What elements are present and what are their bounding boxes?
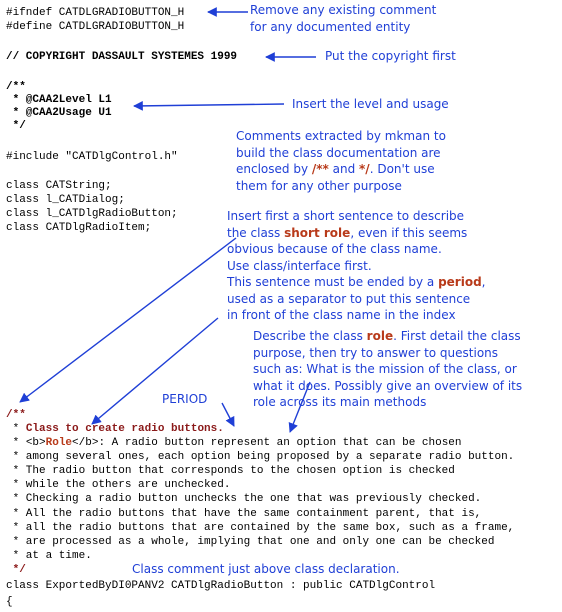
doc-role-word: Role xyxy=(45,437,73,449)
doc-line: * all the radio buttons that are contained by the same box, such as a frame, xyxy=(6,522,515,534)
note-line xyxy=(253,328,522,345)
note-highlight: period xyxy=(438,275,482,289)
note-line: obvious because of the class name. xyxy=(227,242,442,256)
note-line: purpose, then try to answer to questions xyxy=(253,345,499,360)
code-copyright: // COPYRIGHT DASSAULT SYSTEMES 1999 xyxy=(6,51,238,63)
note-text: . Don't use xyxy=(369,162,435,176)
code-forward-decl: class l_CATDialog; xyxy=(6,194,125,206)
code-include: #include "CATDlgControl.h" xyxy=(6,151,178,163)
code-level: * @CAA2Level L1 xyxy=(6,94,112,106)
code-ifndef: #ifndef CATDLGRADIOBUTTON_H xyxy=(6,7,185,19)
doc-line: * are processed as a whole, implying that one and only one can be checked xyxy=(6,536,495,548)
arrow-to-level xyxy=(134,104,284,106)
note-comments-extracted xyxy=(236,128,446,194)
note-text: Describe the class xyxy=(253,329,367,343)
note-line xyxy=(227,274,486,291)
note-short-role xyxy=(227,208,486,324)
note-line xyxy=(236,161,446,178)
note-line: Use class/interface first. xyxy=(227,258,372,273)
note-line: for any documented entity xyxy=(250,19,411,34)
doc-line: * The radio button that corresponds to the chosen option is checked xyxy=(6,465,455,477)
doc-star: * xyxy=(6,423,26,435)
doc-line: * among several ones, each option being proposed by a separate radio button. xyxy=(6,451,515,463)
note-line: in front of the class name in the index xyxy=(227,308,456,322)
doc-role-text: : A radio button represent an option that can be chosen xyxy=(98,437,462,449)
code-header-close: */ xyxy=(6,120,26,132)
arrow-to-doc-open xyxy=(20,238,236,402)
note-text: , even if this seems xyxy=(350,225,468,240)
note-text: enclosed by xyxy=(236,162,312,176)
note-text: , xyxy=(481,275,486,289)
doc-line: * at a time. xyxy=(6,550,92,562)
note-line: Insert first a short sentence to describe xyxy=(227,209,465,223)
code-usage: * @CAA2Usage U1 xyxy=(6,107,112,119)
code-forward-decl: class CATDlgRadioItem; xyxy=(6,222,152,234)
note-line: such as: What is the mission of the class, or xyxy=(253,362,517,376)
note-text: This sentence must be ended by a xyxy=(227,275,439,289)
note-line: what it does. Possibly give an overview of its xyxy=(253,378,523,393)
code-define: #define CATDLGRADIOBUTTON_H xyxy=(6,21,185,33)
doc-line: * Checking a radio button unchecks the one that was previously checked. xyxy=(6,493,482,505)
code-header-open: /** xyxy=(6,81,26,93)
doc-bold-open-tag: <b> xyxy=(25,437,46,449)
note-copyright: Put the copyright first xyxy=(325,49,456,63)
doc-role-line xyxy=(6,437,462,450)
note-class-comment-position: Class comment just above class declaration. xyxy=(132,562,400,576)
note-text: . First detail the class xyxy=(393,329,521,343)
note-line: Remove any existing comment xyxy=(250,3,437,17)
note-remove-comment xyxy=(250,2,436,35)
note-level-usage: Insert the level and usage xyxy=(292,97,449,111)
note-line: them for any other purpose xyxy=(236,178,402,193)
note-highlight: role xyxy=(366,329,394,343)
note-line xyxy=(227,225,486,242)
doc-comment-open: /** xyxy=(6,409,26,421)
doc-comment-close: */ xyxy=(6,564,26,576)
note-period: PERIOD xyxy=(162,392,208,406)
doc-star: * xyxy=(6,437,26,449)
note-text: the class xyxy=(227,225,285,240)
doc-short-role-line xyxy=(6,423,224,436)
note-class-role xyxy=(253,328,522,411)
code-forward-decl: class l_CATDlgRadioButton; xyxy=(6,208,178,220)
code-forward-decl: class CATString; xyxy=(6,180,112,192)
doc-short-role: Class to create radio buttons. xyxy=(25,423,224,435)
note-line: build the class documentation are xyxy=(236,145,441,160)
doc-line: * while the others are unchecked. xyxy=(6,479,231,491)
note-highlight: */ xyxy=(359,162,370,176)
note-highlight: /** xyxy=(311,162,329,176)
doc-bold-close-tag: </b> xyxy=(72,437,99,449)
note-highlight: short role xyxy=(284,225,351,240)
note-text: and xyxy=(328,162,360,176)
arrow-to-short-role xyxy=(92,318,218,424)
note-line: used as a separator to put this sentence xyxy=(227,291,471,306)
note-line: role across its main methods xyxy=(253,395,427,409)
open-brace: { xyxy=(6,596,13,608)
note-line: Comments extracted by mkman to xyxy=(236,129,446,143)
class-declaration: class ExportedByDI0PANV2 CATDlgRadioButton : public CATDlgControl xyxy=(6,580,436,592)
doc-line: * All the radio buttons that have the same containment parent, that is, xyxy=(6,508,482,520)
